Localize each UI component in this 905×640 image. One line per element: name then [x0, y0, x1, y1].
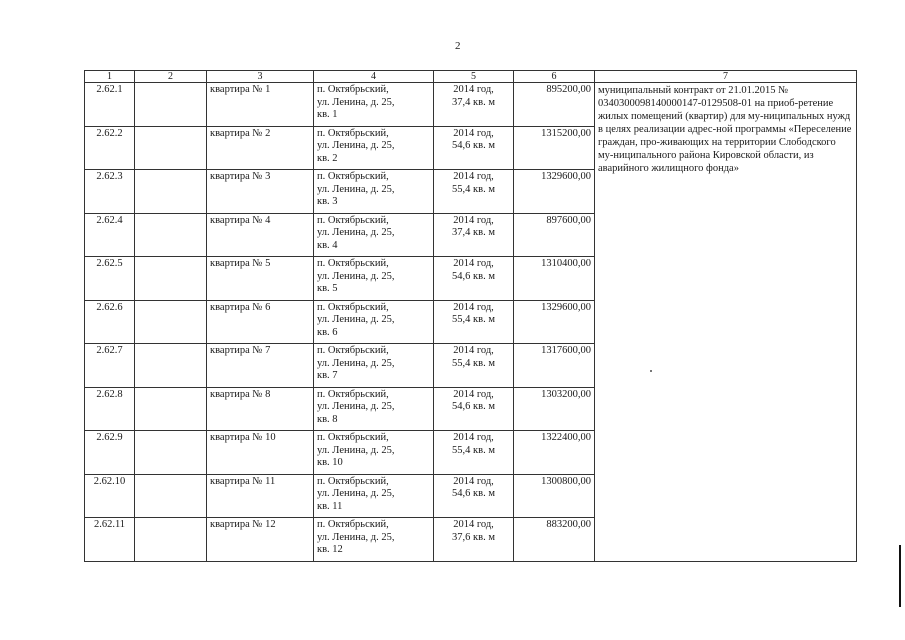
price-cell: 1317600,00	[514, 344, 595, 388]
column-header: 1	[85, 71, 135, 83]
item-number-cell: 2.62.2	[85, 126, 135, 170]
item-number-cell: 2.62.10	[85, 474, 135, 518]
address-line: п. Октябрьский,	[317, 258, 389, 269]
address-line: кв. 10	[317, 457, 343, 468]
year-area-cell	[434, 170, 514, 214]
address-line: п. Октябрьский,	[317, 171, 389, 182]
area-text: 54,6 кв. м	[452, 140, 495, 151]
year-area-cell	[434, 518, 514, 562]
scan-speck	[650, 370, 652, 372]
area-text: 54,6 кв. м	[452, 401, 495, 412]
area-text: 54,6 кв. м	[452, 488, 495, 499]
item-number-cell: 2.62.3	[85, 170, 135, 214]
address-cell	[314, 431, 434, 475]
area-text: 55,4 кв. м	[452, 444, 495, 456]
empty-cell	[135, 257, 207, 301]
apartment-name-cell: квартира № 12	[207, 518, 314, 562]
apartment-name-cell: квартира № 2	[207, 126, 314, 170]
apartment-name-cell: квартира № 6	[207, 300, 314, 344]
column-header: 2	[135, 71, 207, 83]
address-line: п. Октябрьский,	[317, 388, 389, 400]
empty-cell	[135, 126, 207, 170]
address-cell	[314, 83, 434, 127]
year-text: 2014 год,	[453, 432, 494, 443]
item-number-cell: 2.62.4	[85, 213, 135, 257]
year-text: 2014 год,	[453, 519, 494, 530]
year-area-cell	[434, 431, 514, 475]
address-cell	[314, 213, 434, 257]
empty-cell	[135, 170, 207, 214]
scan-edge-mark	[899, 545, 901, 607]
year-area-cell	[434, 300, 514, 344]
address-line: ул. Ленина, д. 25,	[317, 183, 395, 195]
column-header: 6	[514, 71, 595, 83]
area-text: 55,4 кв. м	[452, 183, 495, 195]
address-cell	[314, 126, 434, 170]
area-text: 37,4 кв. м	[452, 96, 495, 108]
apartment-name-cell: квартира № 4	[207, 213, 314, 257]
address-line: п. Октябрьский,	[317, 301, 389, 313]
address-cell	[314, 387, 434, 431]
address-line: ул. Ленина, д. 25,	[317, 96, 395, 108]
page-number: 2	[455, 40, 461, 52]
address-line: п. Октябрьский,	[317, 214, 389, 226]
column-header: 7	[595, 71, 857, 83]
price-cell: 1329600,00	[514, 300, 595, 344]
address-line: п. Октябрьский,	[317, 84, 389, 95]
address-line: п. Октябрьский,	[317, 432, 389, 443]
address-line: ул. Ленина, д. 25,	[317, 140, 395, 151]
price-cell: 1300800,00	[514, 474, 595, 518]
year-area-cell	[434, 344, 514, 388]
apartment-name-cell: квартира № 5	[207, 257, 314, 301]
year-area-cell	[434, 126, 514, 170]
year-text: 2014 год,	[453, 301, 494, 313]
address-cell	[314, 170, 434, 214]
address-line: п. Октябрьский,	[317, 345, 389, 356]
price-cell: 1315200,00	[514, 126, 595, 170]
empty-cell	[135, 300, 207, 344]
contract-description-cell: муниципальный контракт от 21.01.2015 № 0340300098140000147-0129508-01 на приоб-ретение жилых помещений (квартир) для му-ниципальных нужд в целях реализации адрес-ной программы «Переселение граждан, про-живающих на территории Слободского му-ниципального района Кировской области, из аварийного жилищного фонда»	[595, 83, 857, 562]
area-text: 37,4 кв. м	[452, 227, 495, 238]
area-text: 54,6 кв. м	[452, 270, 495, 282]
item-number-cell: 2.62.11	[85, 518, 135, 562]
address-cell	[314, 518, 434, 562]
address-line: кв. 4	[317, 239, 338, 251]
area-text: 37,6 кв. м	[452, 531, 495, 543]
address-line: кв. 1	[317, 109, 338, 120]
apartment-name-cell: квартира № 8	[207, 387, 314, 431]
address-cell	[314, 474, 434, 518]
empty-cell	[135, 474, 207, 518]
year-area-cell	[434, 83, 514, 127]
column-header: 3	[207, 71, 314, 83]
year-area-cell	[434, 257, 514, 301]
address-line: ул. Ленина, д. 25,	[317, 488, 395, 499]
address-line: кв. 8	[317, 413, 338, 425]
column-header: 5	[434, 71, 514, 83]
address-cell	[314, 257, 434, 301]
address-line: ул. Ленина, д. 25,	[317, 227, 395, 238]
address-line: ул. Ленина, д. 25,	[317, 270, 395, 282]
address-line: п. Октябрьский,	[317, 519, 389, 530]
empty-cell	[135, 83, 207, 127]
year-area-cell	[434, 213, 514, 257]
address-line: кв. 12	[317, 544, 343, 555]
year-text: 2014 год,	[453, 475, 494, 487]
empty-cell	[135, 387, 207, 431]
item-number-cell: 2.62.5	[85, 257, 135, 301]
address-line: ул. Ленина, д. 25,	[317, 531, 395, 543]
address-line: ул. Ленина, д. 25,	[317, 401, 395, 412]
apartment-name-cell: квартира № 7	[207, 344, 314, 388]
apartment-name-cell: квартира № 1	[207, 83, 314, 127]
address-line: ул. Ленина, д. 25,	[317, 357, 395, 369]
empty-cell	[135, 518, 207, 562]
empty-cell	[135, 213, 207, 257]
property-register-table	[84, 70, 857, 562]
year-text: 2014 год,	[453, 258, 494, 269]
address-line: п. Октябрьский,	[317, 475, 389, 487]
price-cell: 895200,00	[514, 83, 595, 127]
address-line: кв. 7	[317, 370, 338, 381]
year-text: 2014 год,	[453, 388, 494, 400]
item-number-cell: 2.62.8	[85, 387, 135, 431]
price-cell: 1310400,00	[514, 257, 595, 301]
year-area-cell	[434, 387, 514, 431]
address-line: ул. Ленина, д. 25,	[317, 444, 395, 456]
address-line: кв. 11	[317, 500, 343, 512]
price-cell: 1329600,00	[514, 170, 595, 214]
address-cell	[314, 344, 434, 388]
area-text: 55,4 кв. м	[452, 314, 495, 325]
item-number-cell: 2.62.1	[85, 83, 135, 127]
address-line: кв. 5	[317, 283, 338, 294]
area-text: 55,4 кв. м	[452, 357, 495, 369]
address-line: кв. 6	[317, 326, 338, 338]
year-text: 2014 год,	[453, 214, 494, 226]
apartment-name-cell: квартира № 10	[207, 431, 314, 475]
item-number-cell: 2.62.7	[85, 344, 135, 388]
year-text: 2014 год,	[453, 127, 494, 139]
table-row	[85, 83, 857, 127]
address-line: ул. Ленина, д. 25,	[317, 314, 395, 325]
apartment-name-cell: квартира № 11	[207, 474, 314, 518]
price-cell: 1303200,00	[514, 387, 595, 431]
price-cell: 883200,00	[514, 518, 595, 562]
address-line: кв. 2	[317, 152, 338, 164]
address-line: п. Октябрьский,	[317, 127, 389, 139]
header-row	[85, 71, 857, 83]
column-header: 4	[314, 71, 434, 83]
apartment-name-cell: квартира № 3	[207, 170, 314, 214]
price-cell: 1322400,00	[514, 431, 595, 475]
year-text: 2014 год,	[453, 84, 494, 95]
price-cell: 897600,00	[514, 213, 595, 257]
address-line: кв. 3	[317, 196, 338, 207]
item-number-cell: 2.62.9	[85, 431, 135, 475]
empty-cell	[135, 431, 207, 475]
year-area-cell	[434, 474, 514, 518]
item-number-cell: 2.62.6	[85, 300, 135, 344]
year-text: 2014 год,	[453, 171, 494, 182]
empty-cell	[135, 344, 207, 388]
year-text: 2014 год,	[453, 345, 494, 356]
address-cell	[314, 300, 434, 344]
